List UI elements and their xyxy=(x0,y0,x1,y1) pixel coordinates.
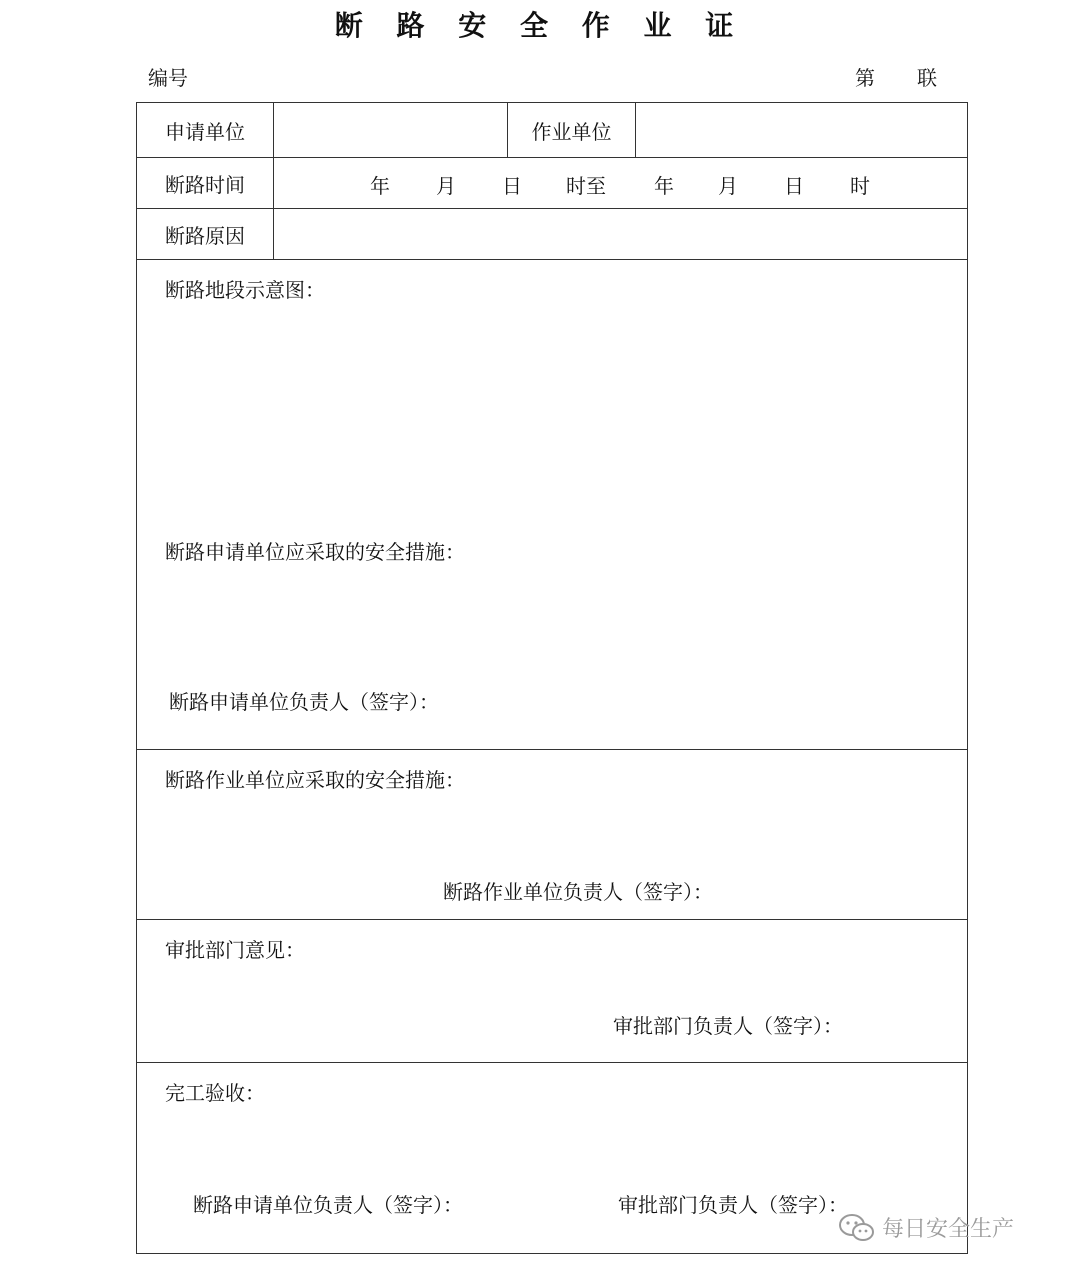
form-title: 断 路 安 全 作 业 证 xyxy=(334,9,746,42)
time-part-hour-to: 时至 xyxy=(566,174,606,198)
completion-applicant-sign-label: 断路申请单位负责人（签字）： xyxy=(193,1193,463,1217)
closure-reason-label: 断路原因 xyxy=(165,223,245,248)
time-part-year-end: 年 xyxy=(654,174,674,198)
diagram-label: 断路地段示意图： xyxy=(165,278,325,302)
completion-label: 完工验收： xyxy=(165,1081,265,1105)
time-part-year-start: 年 xyxy=(370,174,390,198)
copy-number-label xyxy=(855,62,937,91)
closure-reason-field[interactable] xyxy=(273,209,969,259)
time-part-hour-end: 时 xyxy=(850,174,870,198)
time-part-day-start: 日 xyxy=(502,174,522,198)
diagram-section[interactable] xyxy=(137,260,967,750)
closure-time-label: 断路时间 xyxy=(165,172,245,197)
applicant-sign-label: 断路申请单位负责人（签字）： xyxy=(169,690,439,714)
worker-unit-field[interactable] xyxy=(635,103,969,157)
approval-label: 审批部门意见： xyxy=(165,938,305,962)
worker-sign-label: 断路作业单位负责人（签字）： xyxy=(443,880,713,904)
applicant-measures-label: 断路申请单位应采取的安全措施： xyxy=(165,540,465,564)
applicant-unit-label: 申请单位 xyxy=(165,119,245,144)
time-part-month-end: 月 xyxy=(718,174,738,198)
worker-measures-section[interactable] xyxy=(137,750,967,920)
worker-measures-label: 断路作业单位应采取的安全措施： xyxy=(165,768,465,792)
worker-unit-label: 作业单位 xyxy=(507,103,635,157)
unit-row xyxy=(137,103,967,158)
approval-section[interactable] xyxy=(137,920,967,1063)
watermark xyxy=(838,1212,1014,1243)
copy-label-suffix: 联 xyxy=(917,66,937,90)
time-part-day-end: 日 xyxy=(784,174,804,198)
serial-number-label: 编号 xyxy=(148,66,188,90)
completion-approval-sign-label: 审批部门负责人（签字）： xyxy=(618,1193,848,1217)
time-row xyxy=(137,158,967,209)
time-part-month-start: 月 xyxy=(436,174,456,198)
permit-form xyxy=(136,102,968,1254)
approval-sign-label: 审批部门负责人（签字）： xyxy=(613,1014,843,1038)
reason-row xyxy=(137,209,967,260)
watermark-text: 每日安全生产 xyxy=(882,1217,1015,1242)
copy-label-prefix: 第 xyxy=(855,66,875,90)
closure-time-field[interactable] xyxy=(273,158,969,208)
wechat-icon xyxy=(838,1213,876,1243)
applicant-unit-field[interactable] xyxy=(273,103,507,157)
